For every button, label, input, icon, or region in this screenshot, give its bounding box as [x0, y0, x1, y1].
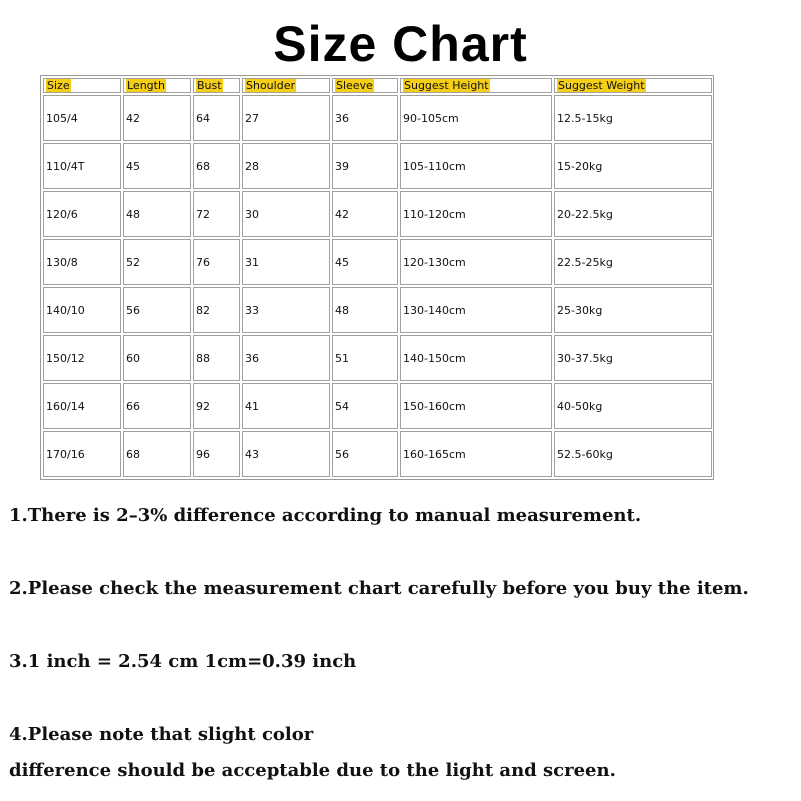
table-cell: 30-37.5kg: [554, 335, 712, 381]
header-cell: [332, 78, 398, 93]
table-row: [43, 191, 712, 237]
table-cell: 120-130cm: [400, 239, 552, 285]
table-cell: 76: [193, 239, 240, 285]
table-cell: 20-22.5kg: [554, 191, 712, 237]
header-label: Suggest Height: [404, 79, 489, 92]
header-label: Suggest Weight: [558, 79, 645, 92]
table-cell: 33: [242, 287, 330, 333]
table-cell: 36: [332, 95, 398, 141]
table-cell: 39: [332, 143, 398, 189]
table-header-row: [43, 78, 712, 93]
table-row: [43, 239, 712, 285]
table-cell: 90-105cm: [400, 95, 552, 141]
header-cell: [43, 78, 121, 93]
table-cell: 66: [123, 383, 191, 429]
note-1: 1.There is 2–3% difference according to manual measurement.: [9, 505, 642, 526]
header-label: Bust: [197, 79, 222, 92]
table-cell: 56: [123, 287, 191, 333]
table-cell: 42: [332, 191, 398, 237]
table-cell: 48: [123, 191, 191, 237]
size-table: [41, 76, 714, 479]
table-cell: 140-150cm: [400, 335, 552, 381]
table-cell: 45: [123, 143, 191, 189]
table-row: [43, 143, 712, 189]
table-cell: 60: [123, 335, 191, 381]
table-cell: 130-140cm: [400, 287, 552, 333]
table-row: [43, 431, 712, 477]
table-body: [43, 95, 712, 477]
table-cell: 110-120cm: [400, 191, 552, 237]
notes: [9, 498, 799, 789]
table-cell: 140/10: [43, 287, 121, 333]
note-2: 2.Please check the measurement chart carefully before you buy the item.: [9, 578, 749, 599]
header-label: Sleeve: [336, 79, 373, 92]
table-cell: 56: [332, 431, 398, 477]
table-cell: 64: [193, 95, 240, 141]
table-cell: 92: [193, 383, 240, 429]
table-row: [43, 95, 712, 141]
header-cell: [242, 78, 330, 93]
table-cell: 25-30kg: [554, 287, 712, 333]
header-cell: [400, 78, 552, 93]
table-cell: 52: [123, 239, 191, 285]
table-cell: 15-20kg: [554, 143, 712, 189]
table-cell: 42: [123, 95, 191, 141]
table-cell: 45: [332, 239, 398, 285]
table-cell: 150-160cm: [400, 383, 552, 429]
table-cell: 12.5-15kg: [554, 95, 712, 141]
table-cell: 40-50kg: [554, 383, 712, 429]
note-4-continued: difference should be acceptable due to the light and screen.: [9, 760, 616, 781]
table-cell: 68: [123, 431, 191, 477]
table-cell: 170/16: [43, 431, 121, 477]
header-cell: [123, 78, 191, 93]
page-title: Size Chart: [273, 16, 528, 72]
table-row: [43, 287, 712, 333]
table-cell: 48: [332, 287, 398, 333]
note-3: 3.1 inch = 2.54 cm 1cm=0.39 inch: [9, 651, 357, 672]
table-cell: 130/8: [43, 239, 121, 285]
table-row: [43, 335, 712, 381]
table-cell: 36: [242, 335, 330, 381]
size-table-frame: [40, 75, 714, 480]
table-cell: 52.5-60kg: [554, 431, 712, 477]
table-cell: 31: [242, 239, 330, 285]
table-cell: 22.5-25kg: [554, 239, 712, 285]
table-cell: 160-165cm: [400, 431, 552, 477]
header-cell: [193, 78, 240, 93]
table-cell: 82: [193, 287, 240, 333]
header-label: Size: [47, 79, 70, 92]
header-cell: [554, 78, 712, 93]
table-cell: 150/12: [43, 335, 121, 381]
table-cell: 68: [193, 143, 240, 189]
table-cell: 160/14: [43, 383, 121, 429]
table-cell: 54: [332, 383, 398, 429]
table-cell: 105/4: [43, 95, 121, 141]
table-cell: 72: [193, 191, 240, 237]
table-cell: 120/6: [43, 191, 121, 237]
header-label: Length: [127, 79, 165, 92]
table-row: [43, 383, 712, 429]
table-cell: 41: [242, 383, 330, 429]
table-cell: 105-110cm: [400, 143, 552, 189]
table-cell: 96: [193, 431, 240, 477]
table-cell: 51: [332, 335, 398, 381]
table-cell: 110/4T: [43, 143, 121, 189]
table-cell: 30: [242, 191, 330, 237]
note-4: 4.Please note that slight color: [9, 724, 314, 745]
table-cell: 43: [242, 431, 330, 477]
table-cell: 28: [242, 143, 330, 189]
table-cell: 88: [193, 335, 240, 381]
table-cell: 27: [242, 95, 330, 141]
header-label: Shoulder: [246, 79, 295, 92]
